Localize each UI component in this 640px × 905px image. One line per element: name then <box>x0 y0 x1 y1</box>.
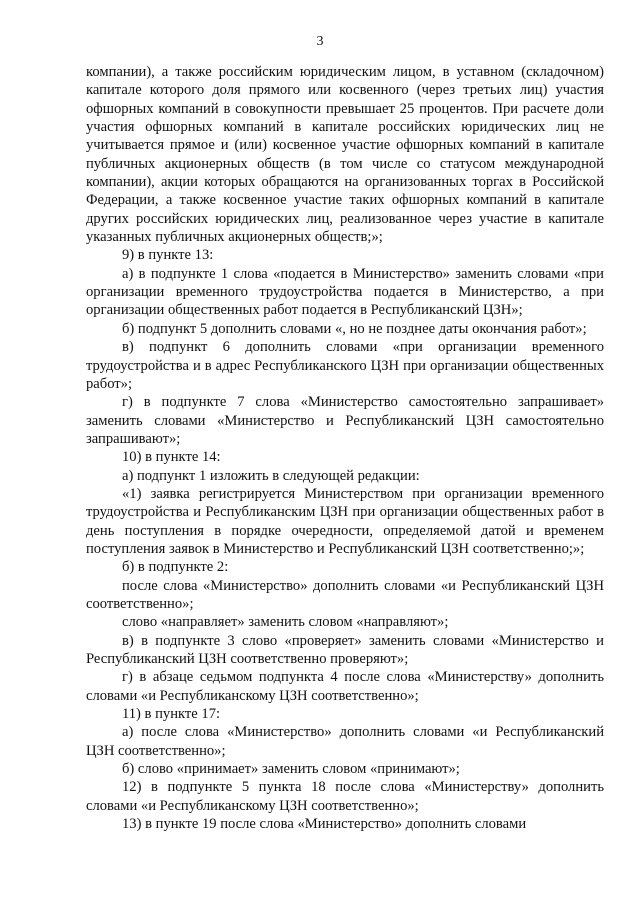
paragraph-item-12: 12) в подпункте 5 пункта 18 после слова «Министерству» дополнить словами «и Республиканскому ЦЗН соответственно»; <box>86 779 604 814</box>
page-number: 3 <box>316 34 324 49</box>
paragraph-item-10b-1: после слова «Министерство» дополнить словами «и Республиканский ЦЗН соответственно»; <box>86 577 604 612</box>
paragraph-item-10: 10) в пункте 14: <box>122 449 221 466</box>
paragraph-item-10b: б) в подпункте 2: <box>122 559 229 576</box>
paragraph-item-9g: г) в подпункте 7 слова «Министерство самостоятельно запрашивает» заменить словами «Министерство и Республиканский ЦЗН самостоятельно запрашивают»; <box>86 394 604 447</box>
paragraph-quote-1: «1) заявка регистрируется Министерством при организации временного трудоустройства и Республиканским ЦЗН при организации общественных работ в день поступления в порядке очередности, определяемой датой и временем поступления заявок в Министерство и Республиканский ЦЗН соответственно;»; <box>86 485 604 557</box>
paragraph-item-10a: а) подпункт 1 изложить в следующей редакции: <box>122 467 420 484</box>
paragraph-item-10v: в) в подпункте 3 слово «проверяет» заменить словами «Министерство и Республиканский ЦЗН соответственно проверяют»; <box>86 632 604 667</box>
paragraph-item-13: 13) в пункте 19 после слова «Министерство» дополнить словами <box>122 816 527 833</box>
paragraph-item-9: 9) в пункте 13: <box>122 247 214 264</box>
paragraph-continuation: компании), а также российским юридическим лицом, в уставном (складочном) капитале которого доля прямого или косвенного (через третьих лиц) участия офшорных компаний в совокупности превышает 25 процентов. При расчете доли участия офшорных компаний в капитале российских юридических лиц не учитывается прямое и (или) косвенное участие офшорных компаний в капитале публичных акционерных обществ (в том числе со статусом международной компании), акции которых обращаются на организованных торгах в Российской Федерации, а также косвенное участие таких офшорных компаний в капитале других российских юридических лиц, реализованное через участие в капитале указанных публичных акционерных обществ;»; <box>86 64 604 246</box>
document-body <box>86 63 604 833</box>
paragraph-item-9a: а) в подпункте 1 слова «подается в Министерство» заменить словами «при организации временного трудоустройства подается в Министерство, а при организации общественных работ подается в Республиканский ЦЗН»; <box>86 265 604 319</box>
paragraph-item-11b: б) слово «принимает» заменить словом «принимают»; <box>122 761 460 778</box>
paragraph-item-11: 11) в пункте 17: <box>122 706 221 723</box>
paragraph-item-10b-2: слово «направляет» заменить словом «направляют»; <box>122 614 449 631</box>
paragraph-item-11a: а) после слова «Министерство» дополнить словами «и Республиканский ЦЗН соответственно»; <box>86 724 604 759</box>
paragraph-item-9b: б) подпункт 5 дополнить словами «, но не позднее даты окончания работ»; <box>122 320 587 337</box>
paragraph-item-9v: в) подпункт 6 дополнить словами «при организации временного трудоустройства и в адрес Республиканского ЦЗН при организации общественных работ»; <box>86 339 604 392</box>
paragraph-item-10g: г) в абзаце седьмом подпункта 4 после слова «Министерству» дополнить словами «и Республиканскому ЦЗН соответственно»; <box>86 669 604 704</box>
